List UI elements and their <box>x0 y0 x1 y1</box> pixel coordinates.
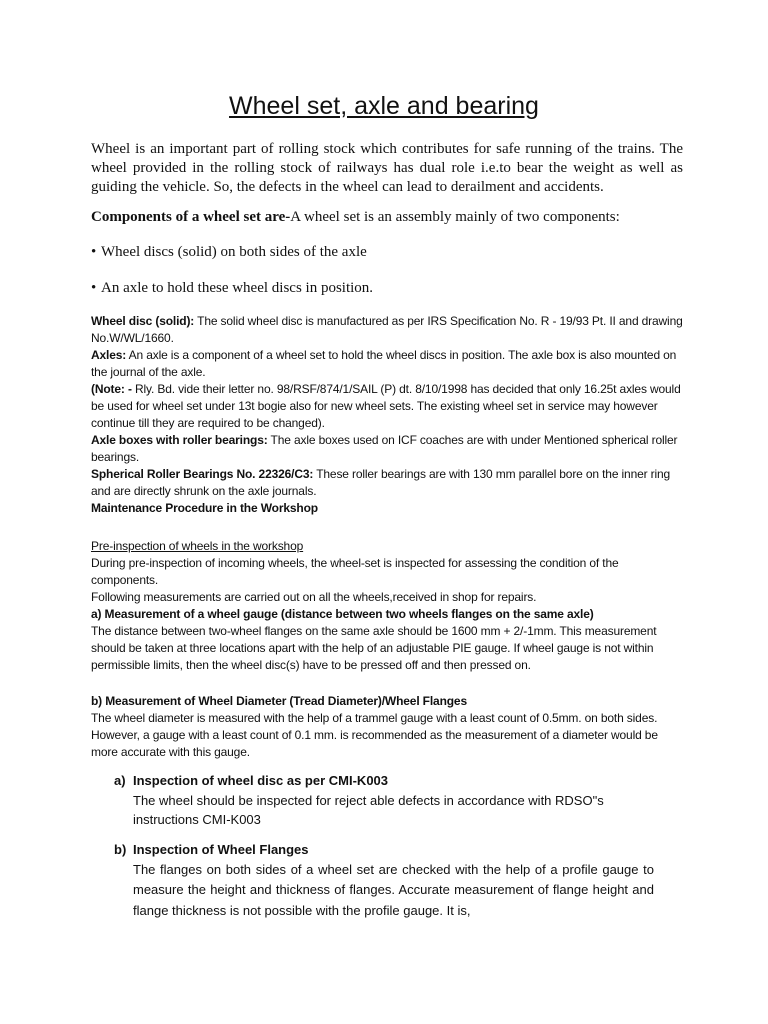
measurements-text: Following measurements are carried out on all the wheels,received in shop for repairs. <box>91 590 537 604</box>
sub-b-text: The flanges on both sides of a wheel set are checked with the help of a profile gauge to measure the height and thickness of flanges. Accurate measurement of flange height and flange thickness is not possible with the profile gauge. It is, <box>133 861 654 918</box>
spherical-label: Spherical Roller Bearings No. 22326/C3: <box>91 467 314 481</box>
axle-boxes-label: Axle boxes with roller bearings: <box>91 433 268 447</box>
components-paragraph <box>91 208 691 227</box>
diameter-text: The wheel diameter is measured with the help of a trammel gauge with a least count of 0.5mm. on both sides. However, a gauge with a least count of 0.1 mm. is recommended as the measurement of a diameter would be more accurate with this gauge. <box>91 711 658 759</box>
axles-paragraph <box>91 347 687 381</box>
note-text: Rly. Bd. vide their letter no. 98/RSF/874/1/SAIL (P) dt. 8/10/1998 has decided that only 16.25t axles would be used for wheel set under 13t bogie also for new wheel sets. The existing wheel set in service may however continue till they are required to be changed). <box>91 382 681 430</box>
axles-text: An axle is a component of a wheel set to hold the wheel discs in position. The axle box is also mounted on the journal of the axle. <box>91 348 677 379</box>
axles-label: Axles: <box>91 348 127 362</box>
diameter-section <box>91 693 687 761</box>
sub-b-label: b) <box>114 842 127 857</box>
sub-section-b <box>114 840 654 921</box>
bullet-icon: • <box>91 280 97 296</box>
spherical-paragraph <box>91 466 687 500</box>
spherical-text: These roller bearings are with 130 mm parallel bore on the inner ring and are directly shrunk on the axle journals. <box>91 467 671 498</box>
axle-boxes-paragraph <box>91 432 687 466</box>
gauge-heading: a) Measurement of a wheel gauge (distance between two wheels flanges on the same axle) <box>91 607 594 621</box>
sub-b-heading: Inspection of Wheel Flanges <box>133 842 309 857</box>
gauge-text: The distance between two-wheel flanges on the same axle should be 1600 mm + 2/-1mm. This measurement should be taken at three locations apart with the help of an adjustable PIE gauge. If wheel gauge is not within permissible limits, then the wheel disc(s) have to be pressed off and then pressed on. <box>91 624 657 672</box>
sub-a-heading: Inspection of wheel disc as per CMI-K003 <box>133 773 389 788</box>
intro-paragraph: Wheel is an important part of rolling stock which contributes for safe running of the trains. The wheel provided in the rolling stock of railways has dual role i.e.to bear the weight as well as guiding the vehicle. So, the defects in the wheel can lead to derailment and accidents. <box>91 141 683 195</box>
sub-section-a <box>114 771 654 830</box>
page-title: Wheel set, axle and bearing <box>229 92 539 120</box>
maintenance-heading: Maintenance Procedure in the Workshop <box>91 501 318 515</box>
diameter-heading: b) Measurement of Wheel Diameter (Tread Diameter)/Wheel Flanges <box>91 694 467 708</box>
bullet-text: Wheel discs (solid) on both sides of the axle <box>101 244 367 260</box>
wheel-disc-text: The solid wheel disc is manufactured as per IRS Specification No. R - 19/93 Pt. II and drawing No.W/WL/1660. <box>91 314 683 345</box>
bullet-item <box>91 279 373 298</box>
components-label: Components of a wheel set are- <box>91 209 291 225</box>
specs-section <box>91 313 687 517</box>
sub-a-text: The wheel should be inspected for reject able defects in accordance with RDSO"s instructions CMI-K003 <box>133 792 604 827</box>
sub-a-label: a) <box>114 773 126 788</box>
wheel-disc-label: Wheel disc (solid): <box>91 314 195 328</box>
bullet-icon: • <box>91 244 97 260</box>
bullet-item <box>91 243 367 262</box>
wheel-disc-paragraph <box>91 313 687 347</box>
preinspection-text: During pre-inspection of incoming wheels, the wheel-set is inspected for assessing the condition of the components. <box>91 556 619 587</box>
preinspection-heading: Pre-inspection of wheels in the workshop <box>91 539 304 553</box>
axle-boxes-text: The axle boxes used on ICF coaches are with under Mentioned spherical roller bearings. <box>91 433 678 464</box>
bullet-text: An axle to hold these wheel discs in position. <box>101 280 374 296</box>
note-paragraph <box>91 381 687 432</box>
preinspection-section <box>91 538 687 674</box>
note-label: (Note: - <box>91 382 132 396</box>
components-text: A wheel set is an assembly mainly of two components: <box>290 209 620 225</box>
